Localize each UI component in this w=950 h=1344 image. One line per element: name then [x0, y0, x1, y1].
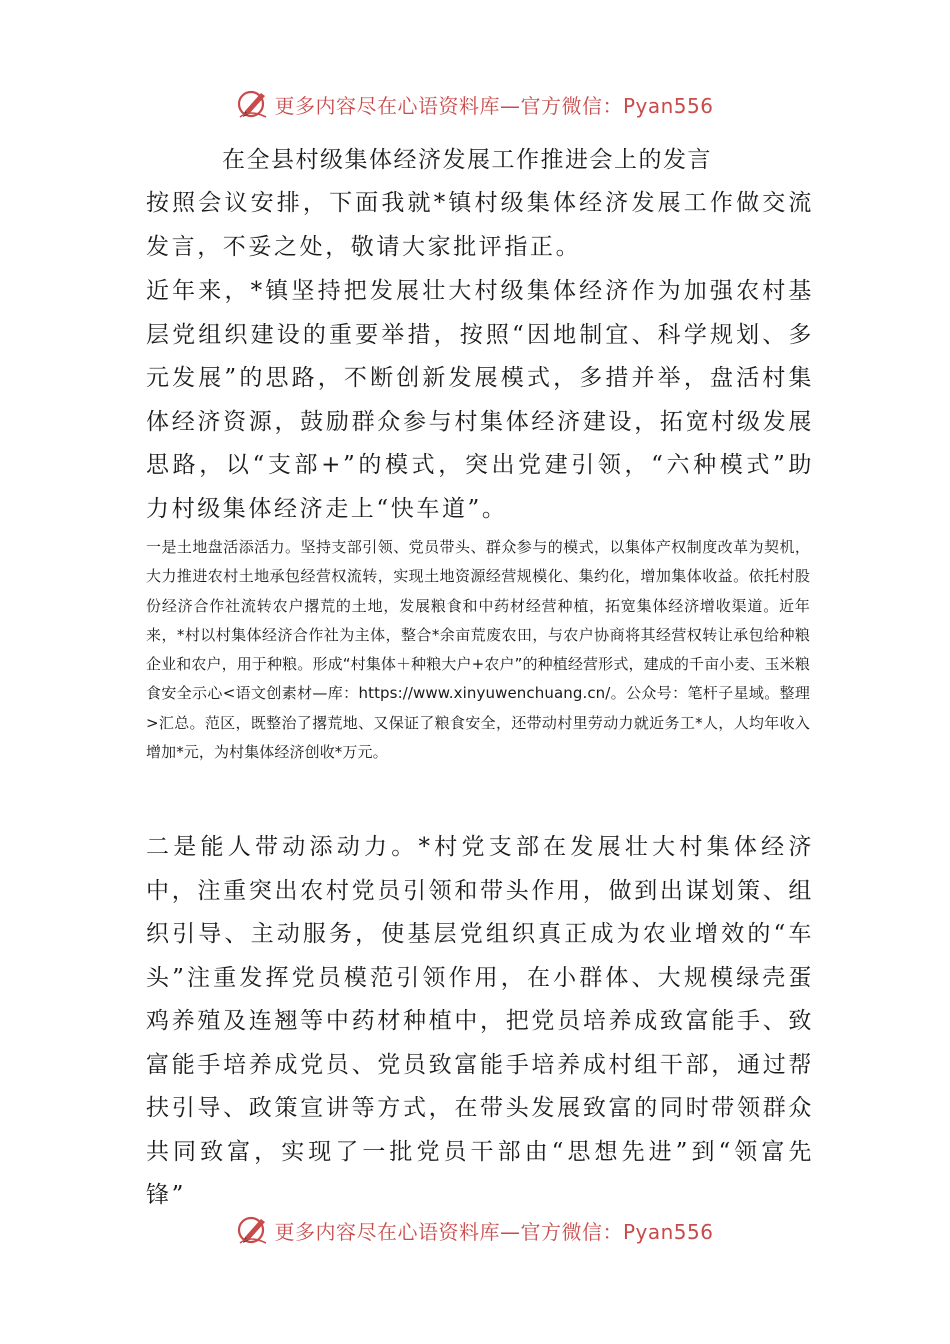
footer-banner: [0, 1210, 950, 1250]
banner-text: 更多内容尽在心语资料库—官方微信：Pyan556: [274, 93, 714, 118]
paragraph-talent-leadership: 二是能人带动添动力。*村党支部在发展壮大村集体经济中，注重突出农村党员引领和带头作用，做到出谋划策、组织引导、主动服务，使基层党组织真正成为农业增效的“车头”注重发挥党员模范引领作用，在小群体、大规模绿壳蛋鸡养殖及连翘等中药材种植中，把党员培养成致富能手、致富能手培养成党员、党员致富能手培养成村组干部，通过帮扶引导、政策宣讲等方式，在带头发展致富的同时带领群众共同致富，实现了一批党员干部由“思想先进”到“领富先锋”: [146, 834, 814, 1208]
banner-text: 更多内容尽在心语资料库—官方微信：Pyan556: [274, 1219, 714, 1244]
paragraph-overview: 近年来，*镇坚持把发展壮大村级集体经济作为加强农村基层党组织建设的重要举措，按照“因地制宜、科学规划、多元发展”的思路，不断创新发展模式，多措并举，盘活村集体经济资源，鼓励群众参与村集体经济建设，拓宽村级发展思路，以“支部+”的模式，突出党建引领，“六种模式”助力村级集体经济走上“快车道”。: [146, 278, 814, 522]
header-banner: [0, 84, 950, 124]
paragraph-land-revitalization: 一是土地盘活添活力。坚持支部引领、党员带头、群众参与的模式，以集体产权制度改革为契机，大力推进农村土地承包经营权流转，实现土地资源经营规模化、集约化，增加集体收益。依托村股份经济合作社流转农户撂荒的土地，发展粮食和中药材经营种植，拓宽集体经济增收渠道。近年来，*村以村集体经济合作社为主体，整合*余亩荒废农田，与农户协商将其经营权转让承包给种粮企业和农户，用于种粮。形成“村集体＋种粮大户+农户”的种植经营形式，建成的千亩小麦、玉米粮食安全示心<语文创素材—库：https://www.xinyuwenchuang.cn/。公众号：笔杆子星域。整理>汇总。范区，既整治了撂荒地、又保证了粮食安全，还带动村里劳动力就近务工*人，人均年收入增加*元，为村集体经济创收*万元。: [146, 538, 810, 762]
paragraph-intro: 按照会议安排，下面我就*镇村级集体经济发展工作做交流发言，不妥之处，敬请大家批评指正。: [146, 190, 814, 260]
pen-logo-icon: [236, 87, 270, 121]
document-title: 在全县村级集体经济发展工作推进会上的发言: [222, 147, 712, 173]
pen-logo-icon: [236, 1213, 270, 1247]
